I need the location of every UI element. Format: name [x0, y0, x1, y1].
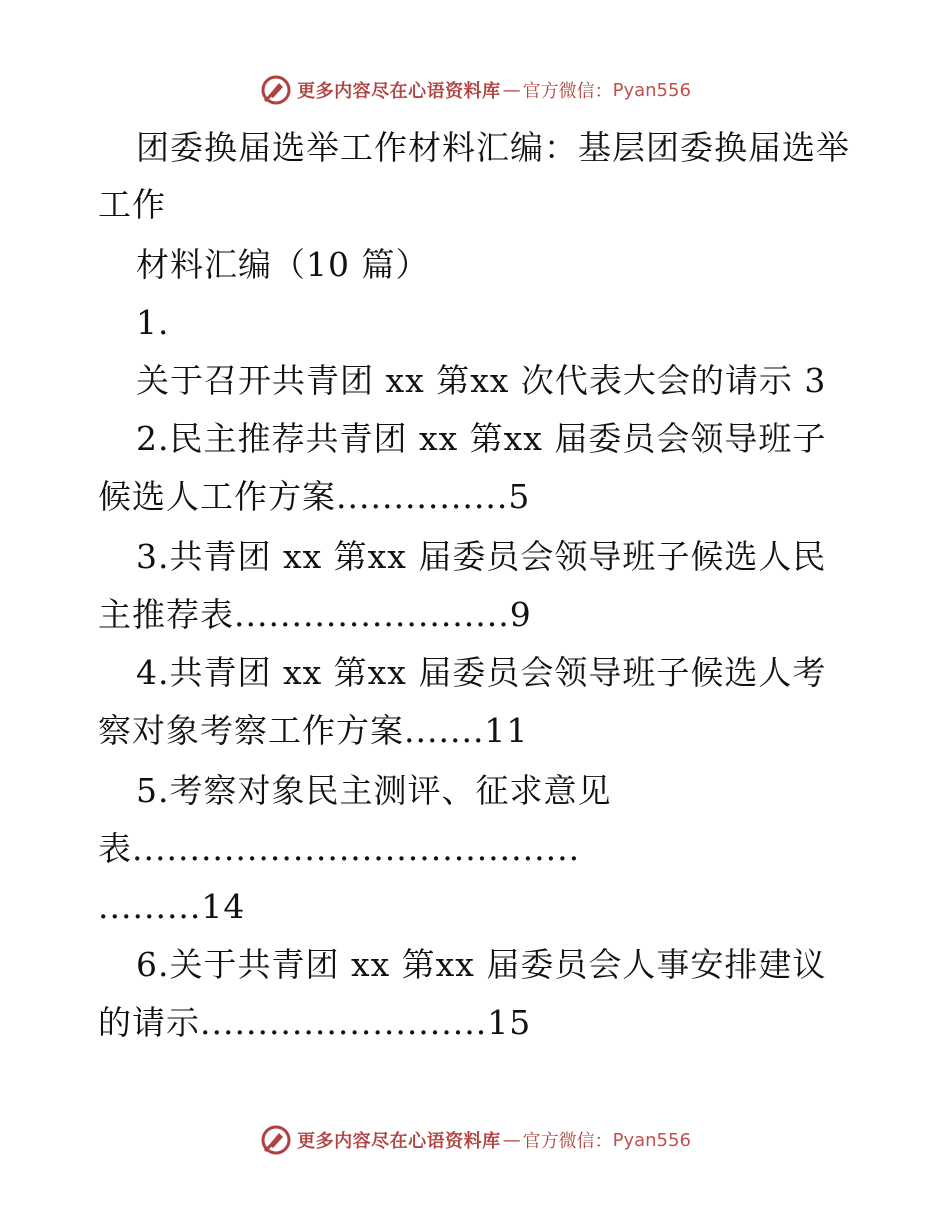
watermark-label: 官方微信： [522, 1131, 613, 1152]
toc-item-2-line-2: 候选人工作方案...............5 [98, 477, 531, 516]
title-line-3: 材料汇编（10 篇） [136, 245, 430, 284]
toc-item-4-line-2: 察对象考察工作方案.......11 [98, 711, 529, 750]
watermark-brand: 更多内容尽在心语资料库 [297, 1131, 501, 1152]
toc-item-6-line-1: 6.关于共青团 xx 第xx 届委员会人事安排建议 [136, 945, 827, 984]
toc-item-5-line-2: 表....................................... [98, 829, 581, 868]
watermark-separator: — [502, 79, 521, 101]
toc-item-1-line-1: 1. [136, 303, 170, 342]
logo-icon [259, 1123, 293, 1157]
watermark-banner-top [0, 70, 950, 110]
toc-item-3-line-2: 主推荐表........................9 [98, 595, 532, 634]
toc-item-5-line-1: 5.考察对象民主测评、征求意见 [136, 771, 612, 810]
watermark-account: Pyan556 [612, 1129, 691, 1151]
watermark-banner-bottom [0, 1120, 950, 1160]
toc-item-6-line-2: 的请示.........................15 [98, 1003, 532, 1042]
toc-item-2-line-1: 2.民主推荐共青团 xx 第xx 届委员会领导班子 [136, 419, 827, 458]
toc-item-3-line-1: 3.共青团 xx 第xx 届委员会领导班子候选人民 [136, 537, 827, 576]
toc-item-4-line-1: 4.共青团 xx 第xx 届委员会领导班子候选人考 [136, 653, 827, 692]
logo-icon [259, 73, 293, 107]
watermark-brand: 更多内容尽在心语资料库 [297, 81, 501, 102]
watermark-account: Pyan556 [612, 79, 691, 101]
watermark-separator: — [502, 1129, 521, 1151]
title-line-1: 团委换届选举工作材料汇编：基层团委换届选举 [136, 128, 850, 167]
watermark-label: 官方微信： [522, 81, 613, 102]
title-line-2: 工作 [98, 185, 166, 224]
toc-item-1-line-2: 关于召开共青团 xx 第xx 次代表大会的请示 3 [136, 361, 827, 400]
toc-item-5-line-3: .........14 [98, 887, 246, 926]
